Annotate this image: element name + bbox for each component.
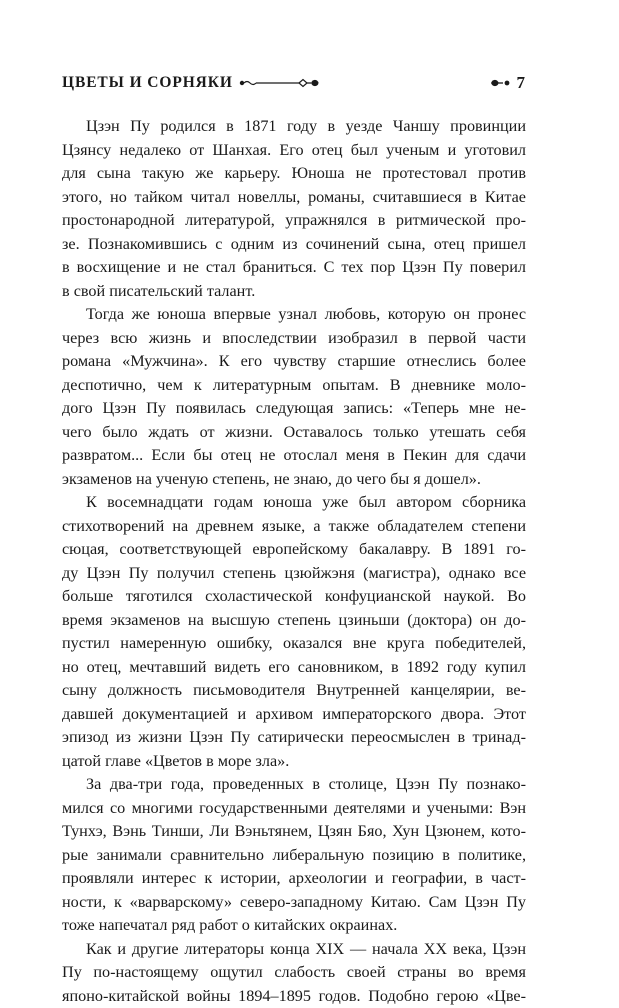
text-line: проявляли интерес к истории, археологии и географии, в част-	[62, 867, 526, 891]
text-line: этого, но тайком читал новеллы, романы, считавшиеся в Китае	[62, 186, 526, 210]
text-line: эпизод из жизни Цзэн Пу сатирически переосмыслен в тринад-	[62, 726, 526, 750]
text-line: пустил намеренную ошибку, оказался вне круга победителей,	[62, 632, 526, 656]
paragraph	[62, 938, 526, 1008]
text-line: но отец, мечтавший видеть его сановником, в 1892 году купил	[62, 656, 526, 680]
body-text	[62, 115, 526, 1008]
text-line: японо-китайской войны 1894–1895 годов. Подобно герою «Цве-	[62, 985, 526, 1008]
text-line: Тунхэ, Вэнь Тинши, Ли Вэньтянем, Цзян Бяо, Хун Цзюнем, кото-	[62, 820, 526, 844]
paragraph	[62, 773, 526, 938]
running-header	[62, 72, 525, 94]
text-line: для сына такую же карьеру. Юноша не протестовал против	[62, 162, 526, 186]
text-line: ности, к «варварскому» северо-западному Китаю. Сам Цзэн Пу	[62, 891, 526, 915]
text-line: больше тяготился схоластической конфуцианской наукой. Во	[62, 585, 526, 609]
text-line: Цзянсу недалеко от Шанхая. Его отец был ученым и уготовил	[62, 139, 526, 163]
text-line: давшей документацией и архивом императорского двора. Этот	[62, 703, 526, 727]
text-line: цатой главе «Цветов в море зла».	[62, 750, 526, 774]
text-line: простонародной литературой, упражнялся в ритмической про-	[62, 209, 526, 233]
ornament-left-icon	[239, 76, 321, 90]
text-line: время экзаменов на высшую степень цзиньши (доктора) он до-	[62, 609, 526, 633]
paragraph	[62, 115, 526, 303]
text-line: Цзэн Пу родился в 1871 году в уезде Чаншу провинции	[62, 115, 526, 139]
paragraph	[62, 491, 526, 773]
text-line: экзаменов на ученую степень, не знаю, до чего бы я дошел».	[62, 468, 526, 492]
text-line: чего было ждать от жизни. Оставалось только утешать себя	[62, 421, 526, 445]
text-line: За два-три года, проведенных в столице, Цзэн Пу познако-	[62, 773, 526, 797]
text-line: дого Цзэн Пу появилась следующая запись: «Теперь мне не-	[62, 397, 526, 421]
text-line: зе. Познакомившись с одним из сочинений сына, отец пришел	[62, 233, 526, 257]
text-line: рые занимали сравнительно либеральную позицию в политике,	[62, 844, 526, 868]
text-line: романа «Мужчина». К его чувству старшие отнеслись более	[62, 350, 526, 374]
text-line: тоже напечатал ряд работ о китайских окраинах.	[62, 914, 526, 938]
text-line: стихотворений на древнем языке, а также обладателем степени	[62, 515, 526, 539]
page-number: 7	[517, 73, 526, 93]
paragraph	[62, 303, 526, 491]
text-line: К восемнадцати годам юноша уже был автором сборника	[62, 491, 526, 515]
text-line: Пу по-настоящему ощутил слабость своей страны во время	[62, 961, 526, 985]
text-line: деспотично, чем к литературным опытам. В дневнике моло-	[62, 374, 526, 398]
text-line: мился со многими государственными деятелями и учеными: Вэн	[62, 797, 526, 821]
text-line: сыну должность письмоводителя Внутренней канцелярии, ве-	[62, 679, 526, 703]
ornament-right-icon	[489, 76, 511, 90]
text-line: развратом... Если бы отец не отослал меня в Пекин для сдачи	[62, 444, 526, 468]
running-title: ЦВЕТЫ И СОРНЯКИ	[62, 74, 233, 92]
text-line: Тогда же юноша впервые узнал любовь, которую он пронес	[62, 303, 526, 327]
text-line: Как и другие литераторы конца XIX — начала XX века, Цзэн	[62, 938, 526, 962]
text-line: через всю жизнь и впоследствии изобразил в первой части	[62, 327, 526, 351]
text-line: ду Цзэн Пу получил степень цзюйжэня (магистра), однако все	[62, 562, 526, 586]
text-line: в восхищение и не стал браниться. С тех пор Цзэн Пу поверил	[62, 256, 526, 280]
header-right	[489, 72, 526, 94]
text-line: в свой писательский талант.	[62, 280, 526, 304]
text-line: сюцая, соответствующей европейскому бакалавру. В 1891 го-	[62, 538, 526, 562]
